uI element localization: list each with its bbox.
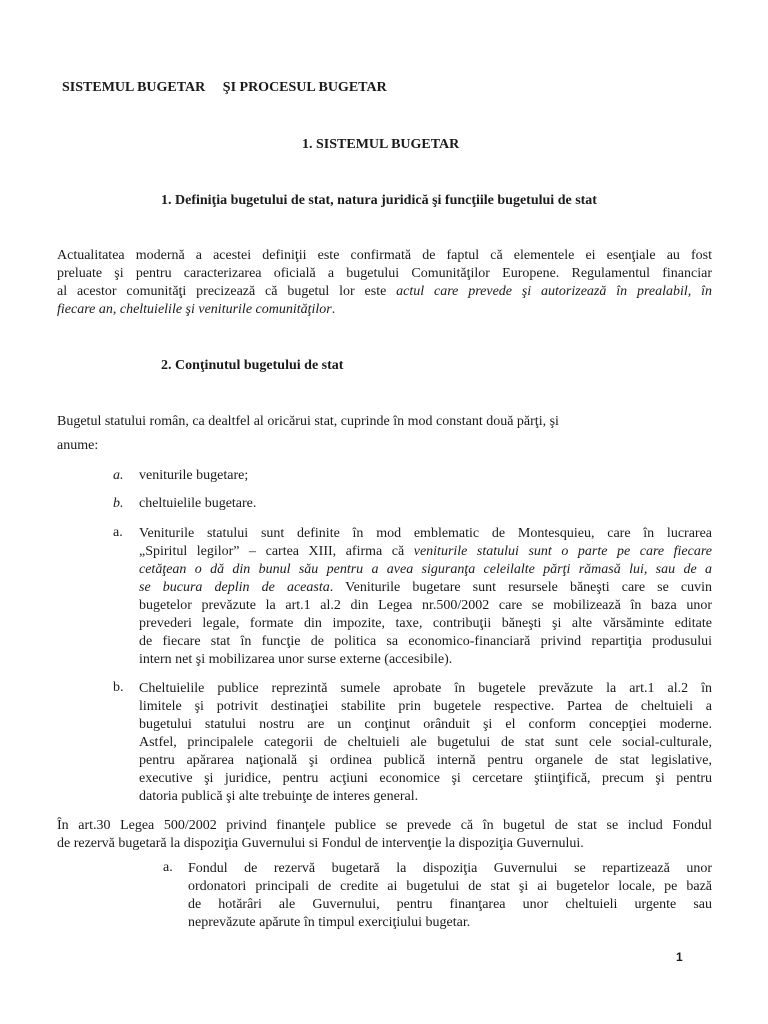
paragraph-line: În art.30 Legea 500/2002 privind finanţele publice se prevede că în bugetul de stat se includ Fondul (57, 818, 712, 833)
paragraph-line: Veniturile statului sunt definite în mod emblematic de Montesquieu, care în lucrarea (139, 526, 712, 541)
italic-quote: se bucura deplin de aceasta (139, 580, 330, 595)
paragraph-text: . Veniturile bugetare sunt resursele băneşti care se cuvin (329, 580, 713, 595)
paragraph-line (57, 283, 712, 301)
italic-quote: fiecare an, cheltuielile şi veniturile comunităţilor (57, 302, 332, 317)
list-marker: a. (113, 525, 123, 540)
paragraph-line: intern net şi mobilizarea unor surse externe (accesibile). (139, 652, 453, 667)
paragraph-line: ordonatori principali de credite ai bugetului de stat şi ai bugetelor locale, pe bază (188, 879, 712, 894)
list-item-venituri (139, 525, 712, 669)
paragraph-line (139, 579, 712, 597)
list-marker: a. (113, 468, 124, 483)
paragraph-line: Astfel, principalele categorii de cheltuieli ale bugetului de stat sunt cele social-culturale, (139, 735, 712, 750)
paragraph-text: „Spiritul legilor” – cartea XIII, afirma că (139, 544, 414, 559)
paragraph-line: cetăţean o dă din bunul său pentru a avea siguranţa celeilalte părţi rămasă lui, sau de a (139, 562, 712, 577)
italic-quote: veniturile statului sunt o parte pe care fiecare (413, 544, 712, 559)
paragraph-line: bugetului statului nostru are un conţinut orânduit şi el conform concepţiei moderne. (139, 717, 712, 732)
paragraph-line: datoria publică şi alte trebuinţe de interes general. (139, 789, 419, 804)
paragraph-line: anume: (57, 438, 99, 453)
paragraph-content (57, 413, 559, 455)
paragraph-text: . (331, 302, 336, 317)
list-item-cheltuieli (139, 680, 712, 806)
list-item-text: veniturile bugetare; (139, 468, 249, 483)
document-title: SISTEMUL BUGETAR ŞI PROCESUL BUGETAR (62, 80, 387, 95)
paragraph-definition (57, 247, 712, 319)
paragraph-line: Fondul de rezervă bugetară la dispoziţia Guvernului se repartizează unor (188, 861, 712, 876)
paragraph-line: Actualitatea modernă a acestei definiţii este confirmată de faptul că elementele ei esenţiale au fost (57, 248, 712, 263)
paragraph-text: al acestor comunităţi precizează că bugetul lor este (57, 284, 397, 299)
list-marker: a. (163, 860, 173, 875)
page-number: 1 (676, 950, 683, 964)
paragraph-fonduri (57, 817, 712, 853)
list-marker: b. (113, 496, 124, 511)
paragraph-line: preluate şi pentru caracterizarea oficială a bugetului Comunităţilor Europene. Regulamentul financiar (57, 266, 712, 281)
list-marker: b. (113, 680, 124, 695)
italic-quote: actul care prevede şi autorizează în prealabil, în (396, 284, 712, 299)
paragraph-line: limitele şi potrivit destinaţiei stabilite prin bugetele respective. Partea de cheltuieli a (139, 699, 712, 714)
paragraph-line: bugetelor prevăzute la art.1 al.2 din Legea nr.500/2002 care se mobilizează în baza unor (139, 598, 712, 613)
list-item-text: cheltuielile bugetare. (139, 496, 257, 511)
subsection-heading-1: 1. Definiţia bugetului de stat, natura juridică şi funcţiile bugetului de stat (161, 193, 597, 208)
paragraph-line: Bugetul statului român, ca dealtfel al oricărui stat, cuprinde în mod constant două părţi, şi (57, 414, 559, 429)
subsection-heading-2: 2. Conţinutul bugetului de stat (161, 358, 344, 373)
paragraph-line: prevederi legale, formate din impozite, taxe, contribuţii băneşti şi alte vărsăminte editate (139, 616, 712, 631)
paragraph-line (139, 543, 712, 561)
list-item-fond-rezerva (188, 860, 712, 932)
paragraph-line (57, 301, 712, 319)
paragraph-line: neprevăzute apărute în timpul exerciţiului bugetar. (188, 915, 471, 930)
paragraph-line: executive şi juridice, pentru acţiuni economice şi cercetare ştiinţifică, precum şi pentru (139, 771, 712, 786)
paragraph-line: de fiecare stat în funcţie de politica sa economico-financiară privind repartiţia produsului (139, 634, 712, 649)
paragraph-line: Cheltuielile publice reprezintă sumele aprobate în bugetele prevăzute la art.1 al.2 în (139, 681, 712, 696)
paragraph-line: de hotărâri ale Guvernului, pentru finanţarea unor cheltuieli urgente sau (188, 897, 712, 912)
section-heading: 1. SISTEMUL BUGETAR (302, 137, 460, 152)
paragraph-line: pentru apărarea naţională şi ordinea publică internă pentru organele de stat legislative, (139, 753, 712, 768)
paragraph-line: de rezervă bugetară la dispoziţia Guvernului si Fondul de intervenţie la dispoziţia Guvernului. (57, 836, 584, 851)
